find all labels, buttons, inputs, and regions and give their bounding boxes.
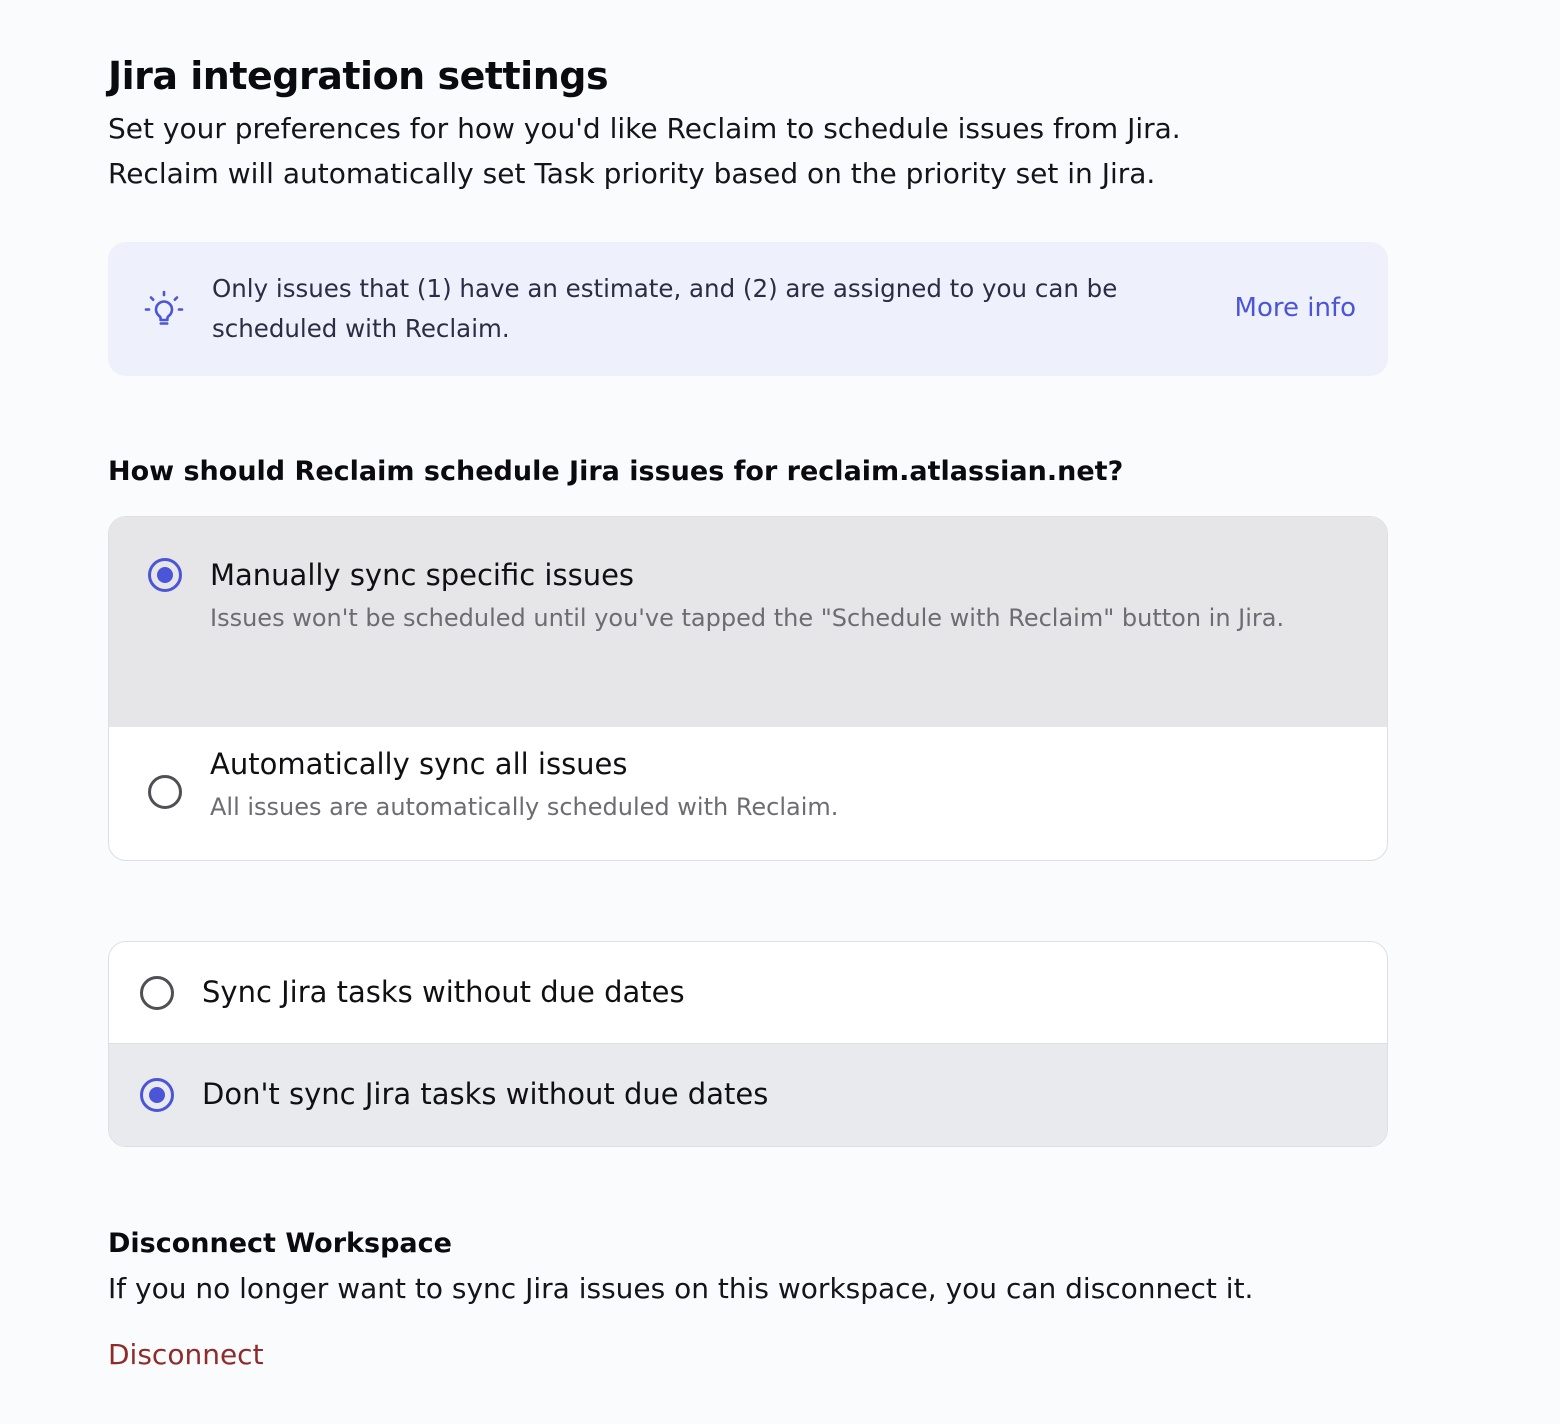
radio-manual-sync[interactable] — [148, 558, 182, 592]
schedule-question: How should Reclaim schedule Jira issues for reclaim.atlassian.net? — [108, 456, 1124, 487]
schedule-options-group — [108, 516, 1388, 861]
option-manual-sync-label: Manually sync specific issues — [210, 558, 635, 592]
info-text: Only issues that (1) have an estimate, and (2) are assigned to you can be scheduled with Reclaim. — [212, 274, 1118, 343]
page-title: Jira integration settings — [108, 54, 609, 98]
option-auto-sync-description: All issues are automatically scheduled with Reclaim. — [210, 793, 839, 821]
option-manual-sync[interactable] — [109, 517, 1387, 727]
radio-sync-without-due-dates[interactable] — [140, 976, 174, 1010]
option-sync-without-due-dates[interactable] — [109, 942, 1387, 1044]
disconnect-button[interactable]: Disconnect — [108, 1338, 264, 1371]
disconnect-description: If you no longer want to sync Jira issues on this workspace, you can disconnect it. — [108, 1272, 1254, 1305]
option-auto-sync[interactable] — [109, 727, 1387, 861]
more-info-link[interactable]: More info — [1234, 293, 1356, 323]
option-auto-sync-label: Automatically sync all issues — [210, 747, 628, 781]
subtitle-line-2: Reclaim will automatically set Task priority based on the priority set in Jira. — [108, 157, 1156, 190]
page-subtitle — [108, 106, 1181, 196]
option-manual-sync-description: Issues won't be scheduled until you've tapped the "Schedule with Reclaim" button in Jira. — [210, 604, 1285, 632]
option-sync-without-due-dates-label: Sync Jira tasks without due dates — [202, 975, 685, 1009]
lightbulb-icon — [141, 288, 187, 334]
radio-dont-sync-without-due-dates[interactable] — [140, 1078, 174, 1112]
due-date-options-group — [108, 941, 1388, 1147]
disconnect-title: Disconnect Workspace — [108, 1228, 452, 1259]
option-dont-sync-without-due-dates-label: Don't sync Jira tasks without due dates — [202, 1077, 769, 1111]
radio-auto-sync[interactable] — [148, 775, 182, 809]
info-banner — [108, 242, 1388, 376]
subtitle-line-1: Set your preferences for how you'd like Reclaim to schedule issues from Jira. — [108, 112, 1181, 145]
option-dont-sync-without-due-dates[interactable] — [109, 1044, 1387, 1147]
